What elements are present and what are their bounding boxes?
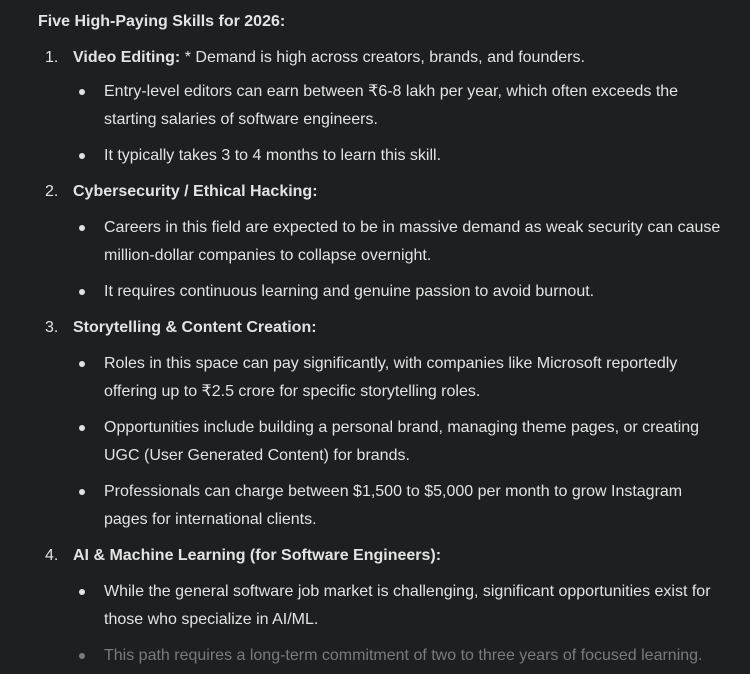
bullet-text: Careers in this field are expected to be in massive demand as weak security can cause million-dollar companies to collapse overnight.	[104, 219, 721, 264]
response-heading: Five High-Paying Skills for 2026:	[38, 13, 286, 30]
bullet-dot	[79, 425, 85, 431]
list-number: 3.	[45, 319, 59, 336]
list-item-title	[73, 48, 585, 68]
bullet-text: This path requires a long-term commitment of two to three years of focused learning.	[104, 647, 703, 664]
bullet-text: It requires continuous learning and genuine passion to avoid burnout.	[104, 283, 595, 300]
bullet-dot	[79, 225, 85, 231]
list-item-title	[73, 318, 317, 338]
bullet-dot	[79, 489, 85, 495]
bullet-text: It typically takes 3 to 4 months to learn this skill.	[104, 147, 442, 164]
bullet-dot	[79, 89, 85, 95]
bullet-dot	[79, 361, 85, 367]
bullet-dot	[79, 653, 85, 659]
bullet-dot	[79, 589, 85, 595]
list-item-title	[73, 182, 318, 202]
bullet-text: Roles in this space can pay significantly, with companies like Microsoft reportedly offering up to ₹2.5 crore for specific storytelling roles.	[104, 355, 678, 400]
bullet-text: Opportunities include building a personal brand, managing theme pages, or creating UGC (User Generated Content) for brands.	[104, 419, 700, 464]
list-number: 2.	[45, 183, 59, 200]
list-number: 1.	[45, 49, 59, 66]
list-item-title-bold: Cybersecurity / Ethical Hacking:	[73, 183, 318, 200]
bullet-text: Entry-level editors can earn between ₹6-8 lakh per year, which often exceeds the starting salaries of software engineers.	[104, 83, 679, 128]
bullet-dot	[79, 153, 85, 159]
list-item-title-suffix: * Demand is high across creators, brands, and founders.	[180, 49, 585, 66]
list-item-title	[73, 546, 441, 566]
bullet-text: While the general software job market is challenging, significant opportunities exist for those who specialize in AI/ML.	[104, 583, 711, 628]
list-item-title-bold: Storytelling & Content Creation:	[73, 319, 317, 336]
list-number: 4.	[45, 547, 59, 564]
list-item-title-bold: AI & Machine Learning (for Software Engineers):	[73, 547, 442, 564]
list-item-title-bold: Video Editing:	[73, 49, 181, 66]
bullet-dot	[79, 289, 85, 295]
bullet-text: Professionals can charge between $1,500 to $5,000 per month to grow Instagram pages for international clients.	[104, 483, 683, 528]
